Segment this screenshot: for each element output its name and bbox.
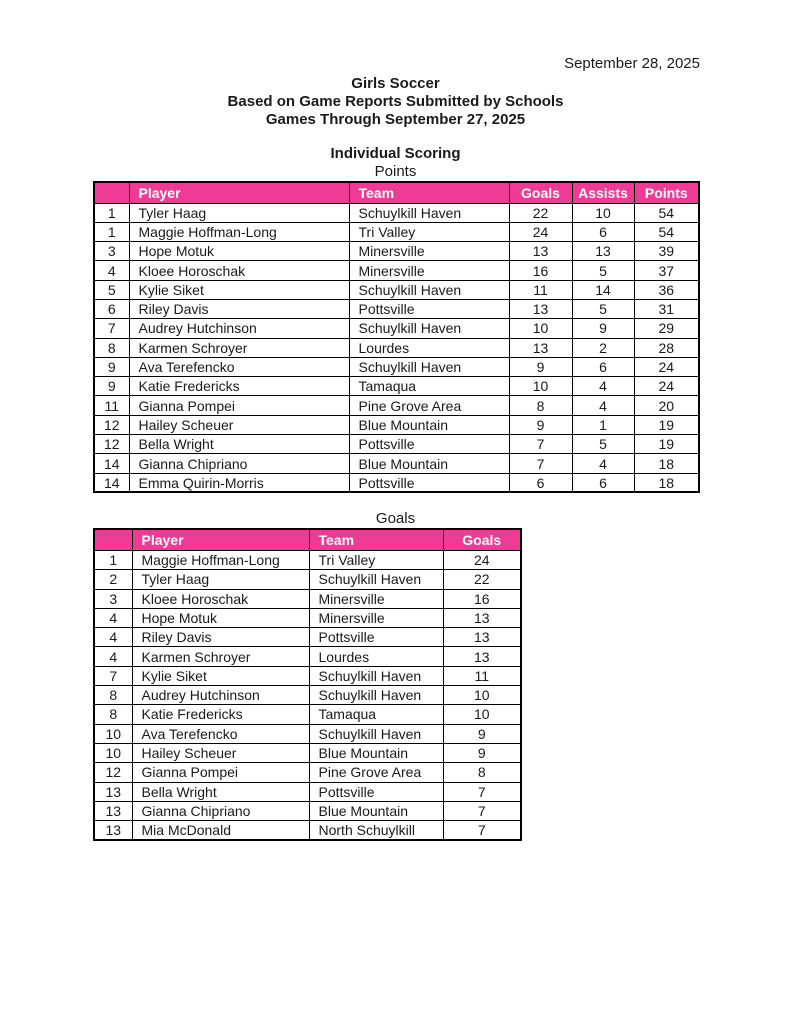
- table-cell: Riley Davis: [132, 628, 309, 647]
- table-row: [94, 357, 699, 376]
- table-cell: 39: [634, 242, 699, 261]
- table-cell: Tamaqua: [349, 377, 509, 396]
- table-cell: 54: [634, 203, 699, 222]
- table-cell: 16: [443, 589, 521, 608]
- table-cell: Schuylkill Haven: [309, 666, 443, 685]
- table-cell: Pottsville: [349, 473, 509, 492]
- table-cell: 9: [443, 724, 521, 743]
- table-row: [94, 628, 521, 647]
- table-cell: Tyler Haag: [129, 203, 349, 222]
- table-row: [94, 473, 699, 492]
- table-cell: Gianna Chipriano: [129, 454, 349, 473]
- table-cell: 9: [94, 357, 129, 376]
- table-cell: 4: [94, 261, 129, 280]
- table-cell: 13: [572, 242, 634, 261]
- table-cell: 1: [94, 222, 129, 241]
- table-cell: Pottsville: [349, 435, 509, 454]
- table-cell: 6: [572, 222, 634, 241]
- column-header: Assists: [572, 182, 634, 203]
- table-cell: Tamaqua: [309, 705, 443, 724]
- table-cell: Tyler Haag: [132, 570, 309, 589]
- table-cell: 29: [634, 319, 699, 338]
- table-cell: 8: [443, 763, 521, 782]
- table-cell: 7: [509, 435, 572, 454]
- table-cell: Minersville: [309, 589, 443, 608]
- table-cell: 19: [634, 435, 699, 454]
- table-cell: Lourdes: [309, 647, 443, 666]
- table-cell: Schuylkill Haven: [349, 357, 509, 376]
- table-row: [94, 570, 521, 589]
- table-cell: Katie Fredericks: [129, 377, 349, 396]
- table-cell: 20: [634, 396, 699, 415]
- table-cell: 4: [572, 377, 634, 396]
- column-header: [94, 182, 129, 203]
- table-row: [94, 203, 699, 222]
- table-cell: 37: [634, 261, 699, 280]
- table-cell: Schuylkill Haven: [349, 280, 509, 299]
- table-row: [94, 454, 699, 473]
- table-cell: 4: [572, 396, 634, 415]
- report-subtitle-source: Based on Game Reports Submitted by Schools: [227, 93, 564, 110]
- table-row: [94, 377, 699, 396]
- table-cell: Gianna Pompei: [132, 763, 309, 782]
- table-cell: Pine Grove Area: [349, 396, 509, 415]
- table-cell: 13: [94, 801, 132, 820]
- table-cell: 5: [572, 435, 634, 454]
- table-cell: Audrey Hutchinson: [132, 686, 309, 705]
- points-table: [93, 181, 700, 493]
- table-row: [94, 724, 521, 743]
- table-cell: Minersville: [349, 261, 509, 280]
- table-cell: 11: [509, 280, 572, 299]
- report-title-block: [0, 75, 791, 129]
- table-cell: Hailey Scheuer: [129, 415, 349, 434]
- table-cell: Blue Mountain: [309, 743, 443, 762]
- table-cell: 10: [94, 743, 132, 762]
- table-row: [94, 743, 521, 762]
- table-row: [94, 280, 699, 299]
- table-cell: 7: [94, 319, 129, 338]
- table-cell: 12: [94, 415, 129, 434]
- table-cell: 28: [634, 338, 699, 357]
- table-cell: Schuylkill Haven: [309, 724, 443, 743]
- column-header: Player: [129, 182, 349, 203]
- table-cell: Lourdes: [349, 338, 509, 357]
- table-cell: Hope Motuk: [129, 242, 349, 261]
- table-row: [94, 705, 521, 724]
- table-cell: 13: [509, 299, 572, 318]
- table-cell: Maggie Hoffman-Long: [132, 550, 309, 569]
- table-cell: Hailey Scheuer: [132, 743, 309, 762]
- table-cell: 8: [94, 705, 132, 724]
- table-cell: 5: [94, 280, 129, 299]
- table-cell: 24: [634, 377, 699, 396]
- table-cell: Kylie Siket: [129, 280, 349, 299]
- table-row: [94, 666, 521, 685]
- goals-table-caption: Goals: [375, 510, 416, 528]
- table-cell: 2: [572, 338, 634, 357]
- table-cell: 6: [509, 473, 572, 492]
- table-row: [94, 415, 699, 434]
- table-cell: Tri Valley: [309, 550, 443, 569]
- table-cell: Pottsville: [309, 628, 443, 647]
- column-header: [94, 529, 132, 550]
- table-cell: Tri Valley: [349, 222, 509, 241]
- table-row: [94, 608, 521, 627]
- points-table-header-row: [94, 182, 699, 203]
- goals-table: [93, 528, 522, 840]
- table-row: [94, 763, 521, 782]
- table-cell: Hope Motuk: [132, 608, 309, 627]
- table-cell: Blue Mountain: [349, 454, 509, 473]
- table-cell: 13: [509, 338, 572, 357]
- table-cell: 11: [443, 666, 521, 685]
- table-cell: 19: [634, 415, 699, 434]
- table-cell: 24: [634, 357, 699, 376]
- table-cell: 4: [94, 608, 132, 627]
- table-cell: Emma Quirin-Morris: [129, 473, 349, 492]
- table-cell: 13: [94, 821, 132, 840]
- table-cell: Pine Grove Area: [309, 763, 443, 782]
- table-row: [94, 319, 699, 338]
- goals-table-header-row: [94, 529, 521, 550]
- table-cell: 9: [572, 319, 634, 338]
- table-cell: Pottsville: [349, 299, 509, 318]
- table-cell: 3: [94, 589, 132, 608]
- table-row: [94, 550, 521, 569]
- table-cell: 7: [94, 666, 132, 685]
- table-cell: Minersville: [309, 608, 443, 627]
- table-cell: 8: [509, 396, 572, 415]
- table-cell: Karmen Schroyer: [129, 338, 349, 357]
- table-cell: Schuylkill Haven: [349, 203, 509, 222]
- table-cell: 8: [94, 338, 129, 357]
- table-cell: Bella Wright: [129, 435, 349, 454]
- report-subtitle-daterange: Games Through September 27, 2025: [265, 111, 526, 128]
- table-cell: Blue Mountain: [309, 801, 443, 820]
- table-cell: 4: [572, 454, 634, 473]
- table-cell: 10: [443, 686, 521, 705]
- table-cell: 4: [94, 628, 132, 647]
- table-cell: Kloee Horoschak: [132, 589, 309, 608]
- table-cell: Pottsville: [309, 782, 443, 801]
- table-cell: 3: [94, 242, 129, 261]
- table-cell: Riley Davis: [129, 299, 349, 318]
- table-cell: Schuylkill Haven: [349, 319, 509, 338]
- table-row: [94, 222, 699, 241]
- table-cell: Kylie Siket: [132, 666, 309, 685]
- table-cell: 5: [572, 261, 634, 280]
- table-cell: 22: [509, 203, 572, 222]
- table-cell: Schuylkill Haven: [309, 570, 443, 589]
- table-cell: Mia McDonald: [132, 821, 309, 840]
- table-cell: 24: [509, 222, 572, 241]
- table-cell: 13: [509, 242, 572, 261]
- table-cell: Gianna Chipriano: [132, 801, 309, 820]
- table-row: [94, 589, 521, 608]
- table-cell: 18: [634, 473, 699, 492]
- table-cell: 9: [509, 357, 572, 376]
- column-header: Points: [634, 182, 699, 203]
- table-cell: 1: [94, 203, 129, 222]
- table-row: [94, 435, 699, 454]
- table-cell: 13: [443, 647, 521, 666]
- section-title: Individual Scoring: [330, 145, 461, 162]
- table-row: [94, 242, 699, 261]
- table-row: [94, 782, 521, 801]
- table-cell: 9: [443, 743, 521, 762]
- table-cell: 36: [634, 280, 699, 299]
- table-cell: 9: [94, 377, 129, 396]
- table-cell: 11: [94, 396, 129, 415]
- table-cell: 7: [443, 801, 521, 820]
- table-cell: 5: [572, 299, 634, 318]
- table-cell: 7: [443, 782, 521, 801]
- report-title: Girls Soccer: [351, 75, 440, 92]
- table-cell: 54: [634, 222, 699, 241]
- table-cell: 10: [572, 203, 634, 222]
- table-cell: 9: [509, 415, 572, 434]
- table-cell: 10: [509, 319, 572, 338]
- table-cell: 13: [94, 782, 132, 801]
- table-cell: 22: [443, 570, 521, 589]
- table-cell: 1: [572, 415, 634, 434]
- table-cell: 14: [94, 473, 129, 492]
- table-cell: 6: [94, 299, 129, 318]
- table-row: [94, 261, 699, 280]
- table-cell: Audrey Hutchinson: [129, 319, 349, 338]
- column-header: Team: [349, 182, 509, 203]
- table-cell: Ava Terefencko: [129, 357, 349, 376]
- table-cell: 6: [572, 473, 634, 492]
- table-cell: 10: [94, 724, 132, 743]
- table-cell: 10: [509, 377, 572, 396]
- table-cell: Ava Terefencko: [132, 724, 309, 743]
- table-cell: Blue Mountain: [349, 415, 509, 434]
- table-row: [94, 647, 521, 666]
- table-cell: Kloee Horoschak: [129, 261, 349, 280]
- table-cell: 31: [634, 299, 699, 318]
- column-header: Player: [132, 529, 309, 550]
- table-cell: 18: [634, 454, 699, 473]
- report-date: September 28, 2025: [564, 55, 700, 72]
- table-cell: 14: [572, 280, 634, 299]
- table-cell: Bella Wright: [132, 782, 309, 801]
- table-cell: 16: [509, 261, 572, 280]
- table-cell: 6: [572, 357, 634, 376]
- table-cell: 12: [94, 435, 129, 454]
- table-row: [94, 338, 699, 357]
- table-cell: 13: [443, 628, 521, 647]
- table-cell: 13: [443, 608, 521, 627]
- table-row: [94, 396, 699, 415]
- table-cell: 4: [94, 647, 132, 666]
- column-header: Team: [309, 529, 443, 550]
- table-cell: Gianna Pompei: [129, 396, 349, 415]
- table-cell: 10: [443, 705, 521, 724]
- table-row: [94, 686, 521, 705]
- table-cell: Schuylkill Haven: [309, 686, 443, 705]
- table-cell: Minersville: [349, 242, 509, 261]
- table-cell: 24: [443, 550, 521, 569]
- table-cell: 2: [94, 570, 132, 589]
- table-row: [94, 821, 521, 840]
- table-cell: 14: [94, 454, 129, 473]
- table-cell: Katie Fredericks: [132, 705, 309, 724]
- table-row: [94, 299, 699, 318]
- table-cell: North Schuylkill: [309, 821, 443, 840]
- column-header: Goals: [509, 182, 572, 203]
- table-cell: 8: [94, 686, 132, 705]
- table-cell: 1: [94, 550, 132, 569]
- table-cell: 7: [443, 821, 521, 840]
- table-cell: 7: [509, 454, 572, 473]
- points-table-caption: Points: [374, 163, 417, 180]
- table-row: [94, 801, 521, 820]
- table-cell: Karmen Schroyer: [132, 647, 309, 666]
- table-cell: Maggie Hoffman-Long: [129, 222, 349, 241]
- column-header: Goals: [443, 529, 521, 550]
- table-cell: 12: [94, 763, 132, 782]
